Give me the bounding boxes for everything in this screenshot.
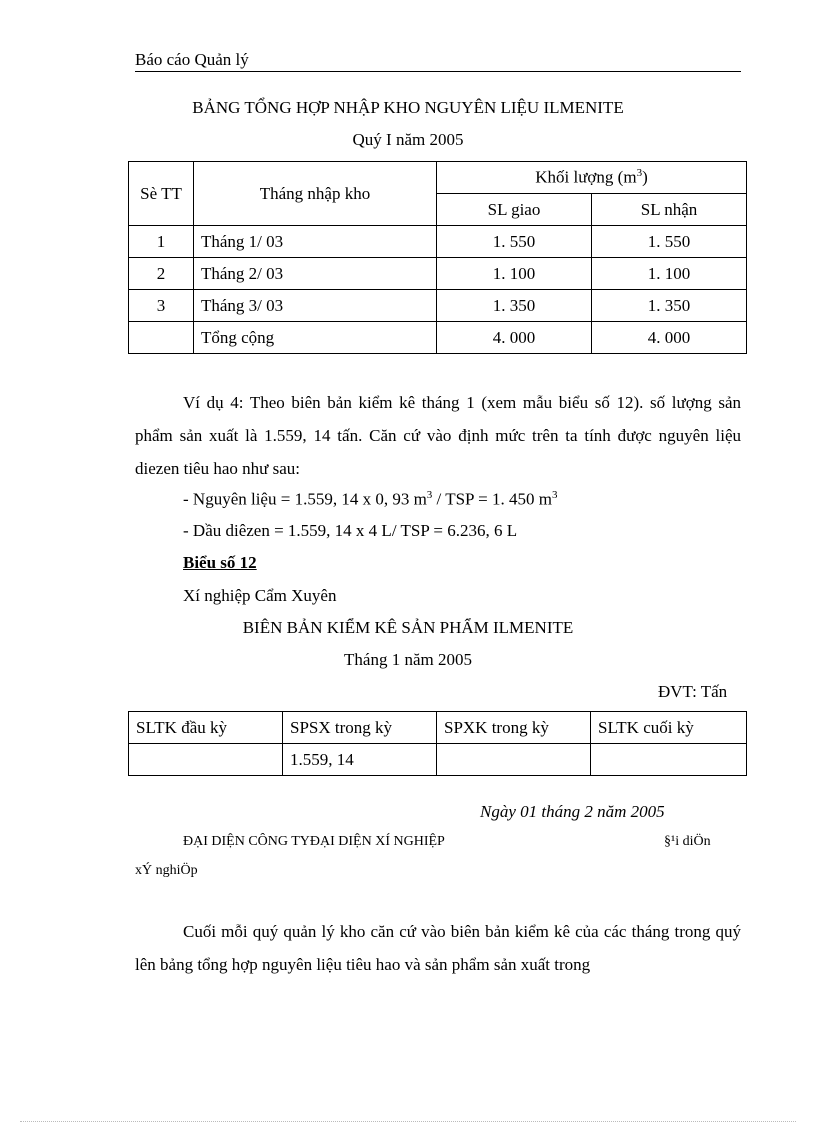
header-closing-stock: SLTK cuối kỳ (591, 712, 747, 744)
row-month: Tháng 1/ 03 (194, 226, 437, 258)
col-sl-nhan-header: SL nhận (592, 194, 747, 226)
formula-diesel: - Dầu diêzen = 1.559, 14 x 4 L/ TSP = 6.236, 6 L (183, 521, 518, 540)
row-stt: 1 (129, 226, 194, 258)
col-stt-header: Sè TT (129, 162, 194, 226)
closing-paragraph: Cuối mỗi quý quản lý kho căn cứ vào biên bản kiểm kê của các tháng trong quý lên bảng tổng hợp nguyên liệu tiêu hao và sản phẩm sản xuất trong (135, 922, 741, 974)
row-sl-giao: 4. 000 (437, 322, 592, 354)
table-row (129, 258, 747, 290)
value-closing-stock (591, 744, 747, 776)
page-bottom-rule (20, 1121, 796, 1122)
row-sl-nhan: 1. 350 (592, 290, 747, 322)
company-name: Xí nghiệp Cẩm Xuyên (183, 586, 337, 605)
form-label: Biểu số 12 (183, 553, 257, 572)
table-row (129, 290, 747, 322)
header-exported: SPXK trong kỳ (437, 712, 591, 744)
row-stt: 2 (129, 258, 194, 290)
formula-material-sup1: 3 (426, 489, 433, 501)
unit-label: ĐVT: Tấn (658, 682, 728, 701)
value-exported (437, 744, 591, 776)
header-produced: SPSX trong kỳ (283, 712, 437, 744)
col-sl-giao-header: SL giao (437, 194, 592, 226)
formula-material-b: / TSP = 1. 450 m (432, 489, 552, 509)
row-month: Tháng 3/ 03 (194, 290, 437, 322)
row-sl-nhan: 1. 100 (592, 258, 747, 290)
inventory-table (128, 711, 747, 776)
row-sl-giao: 1. 350 (437, 290, 592, 322)
table2-title: BIÊN BẢN KIỂM KÊ SẢN PHẨM ILMENITE (242, 618, 574, 637)
row-month: Tháng 2/ 03 (194, 258, 437, 290)
row-sl-nhan: 4. 000 (592, 322, 747, 354)
example-paragraph: Ví dụ 4: Theo biên bản kiểm kê tháng 1 (xem mẫu biểu số 12). số lượng sản phẩm sản xuất là 1.559, 14 tấn. Căn cứ vào định mức trên ta tính được nguyên liệu diezen tiêu hao như sau: (135, 393, 741, 478)
row-sl-giao: 1. 100 (437, 258, 592, 290)
col-volume-superscript: 3 (636, 167, 643, 180)
row-stt (129, 322, 194, 354)
import-summary-table (128, 161, 747, 354)
value-opening-stock (129, 744, 283, 776)
signature-garbled-2: xÝ nghiÖp (135, 863, 198, 878)
table2-subtitle: Tháng 1 năm 2005 (344, 650, 472, 669)
col-month-header: Tháng nhập kho (194, 162, 437, 226)
row-sl-giao: 1. 550 (437, 226, 592, 258)
value-produced: 1.559, 14 (283, 744, 437, 776)
formula-material-a: - Nguyên liệu = 1.559, 14 x 0, 93 m (183, 489, 427, 509)
table-row (129, 744, 747, 776)
row-stt: 3 (129, 290, 194, 322)
signature-date: Ngày 01 tháng 2 năm 2005 (480, 802, 665, 821)
table1-title: BẢNG TỔNG HỢP NHẬP KHO NGUYÊN LIỆU ILMENITE (192, 98, 624, 117)
row-month: Tổng cộng (194, 322, 437, 354)
row-sl-nhan: 1. 550 (592, 226, 747, 258)
header-rule (135, 71, 741, 72)
col-volume-header (437, 162, 747, 194)
formula-material-sup2: 3 (551, 489, 558, 501)
signature-garbled-1: §¹i diÖn (664, 834, 711, 849)
signature-representatives: ĐẠI DIỆN CÔNG TYĐẠI DIỆN XÍ NGHIỆP (183, 834, 445, 849)
header-opening-stock: SLTK đầu kỳ (129, 712, 283, 744)
formula-material (183, 489, 557, 510)
col-volume-label: Khối lượng (m (535, 167, 637, 187)
table-row (129, 226, 747, 258)
total-row (129, 322, 747, 354)
page-header: Báo cáo Quản lý (135, 50, 249, 69)
col-volume-close: ) (642, 167, 648, 187)
table1-subtitle: Quý I năm 2005 (352, 130, 464, 149)
